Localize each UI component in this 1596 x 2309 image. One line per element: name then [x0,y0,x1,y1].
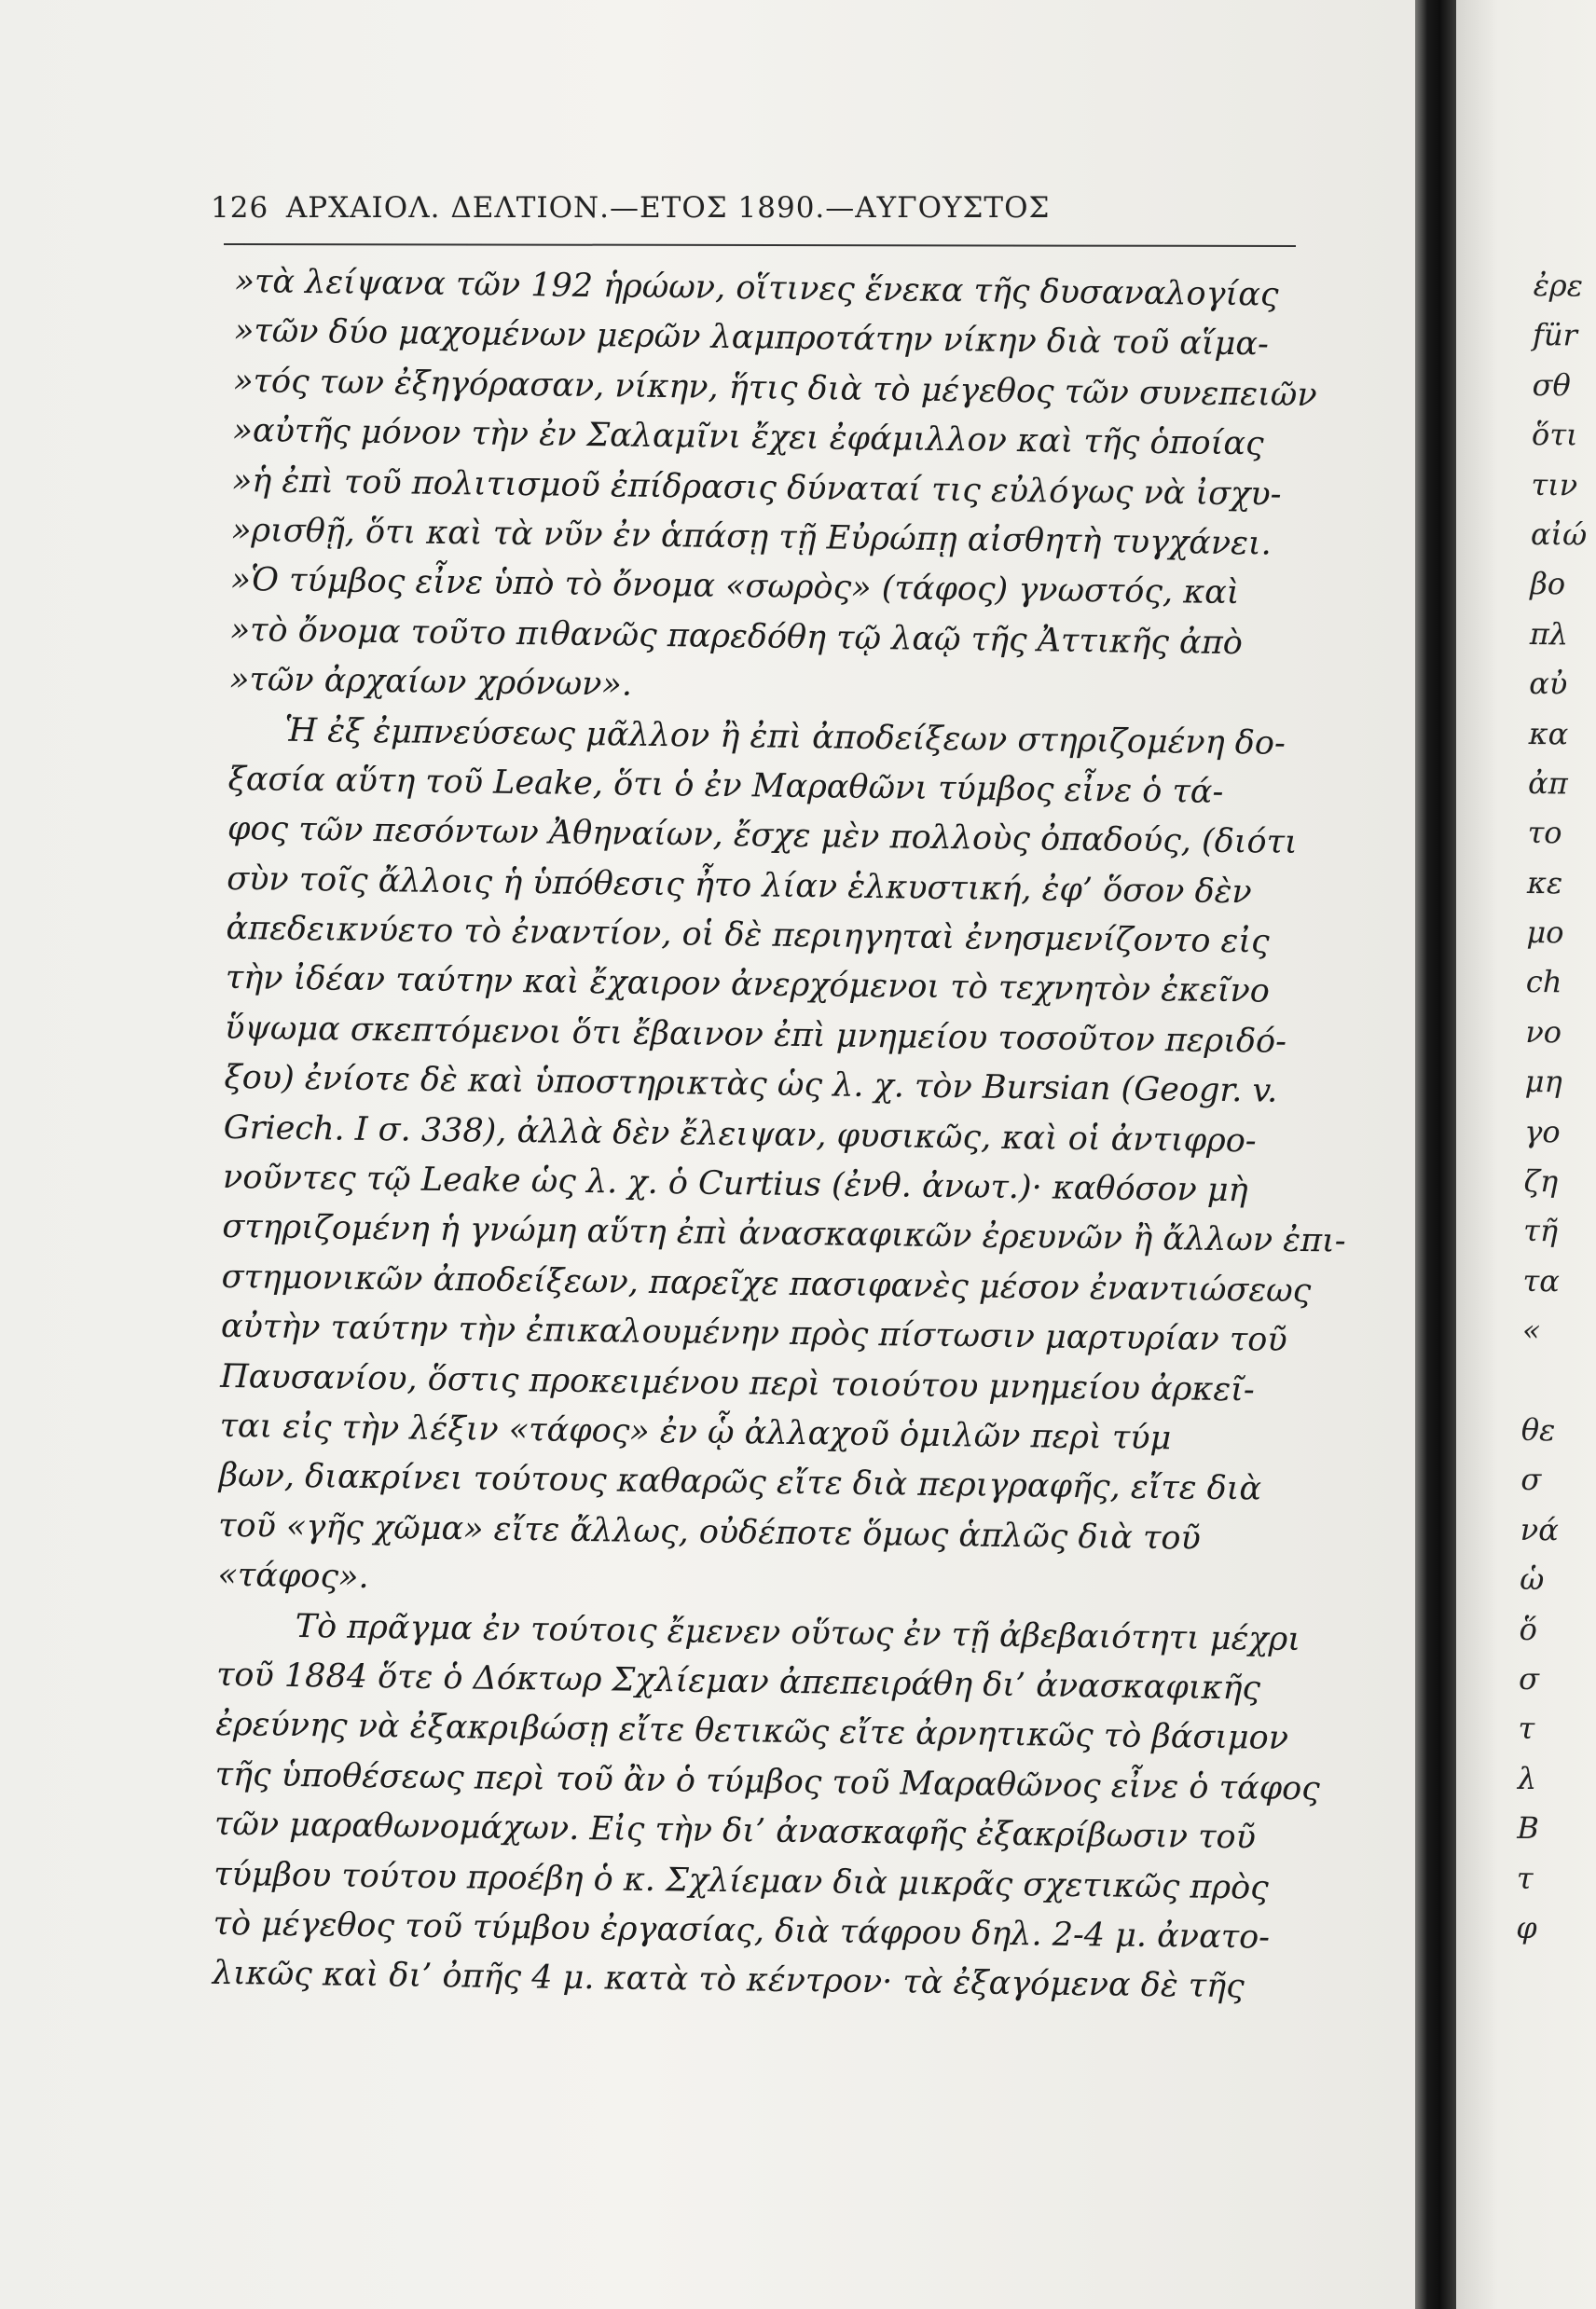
facing-line: λ [1517,1760,1537,1796]
text-line: ται εἰς τὴν λέξιν «τάφος» ἐν ᾧ ἀλλαχοῦ ὁμιλῶν περὶ τύμ [219,1407,1172,1458]
page-number: 126 [211,191,269,225]
text-line: τοῦ 1884 ὅτε ὁ Δόκτωρ Σχλίεμαν ἀπεπειράθη δι’ ἀνασκαφικῆς [215,1656,1261,1708]
text-line: »ρισθῇ, ὅτι καὶ τὰ νῦν ἐν ἁπάσῃ τῇ Εὐρώπῃ αἰσθητὴ τυγχάνει. [230,511,1273,563]
text-line: ἐρεύνης νὰ ἐξακριβώσῃ εἴτε θετικῶς εἴτε ἀρνητικῶς τὸ βάσιμον [215,1706,1289,1758]
facing-line: « [1521,1313,1541,1349]
facing-line: ἀπ [1527,764,1568,802]
facing-line: πλ [1529,615,1569,653]
text-line: «τάφος». [217,1557,369,1597]
facing-line: τ [1518,1711,1535,1747]
text-line: τύμβου τούτου προέβη ὁ κ. Σχλίεμαν διὰ μικρᾶς σχετικῶς πρὸς [213,1855,1270,1907]
text-line: »τὰ λείψανα τῶν 192 ἡρώων, οἵτινες ἕνεκα τῆς δυσαναλογίας [234,262,1279,314]
text-line: τὸ μέγεθος τοῦ τύμβου ἐργασίας, διὰ τάφρου δηλ. 2-4 μ. ἀνατο- [213,1904,1271,1957]
text-line: τῆς ὑποθέσεως περὶ τοῦ ἂν ὁ τύμβος τοῦ Μαραθῶνος εἶνε ὁ τάφος [214,1755,1321,1808]
text-line: τὴν ἰδέαν ταύτην καὶ ἔχαιρον ἀνερχόμενοι τὸ τεχνητὸν ἐκεῖνο [225,959,1271,1011]
text-line: »τῶν ἀρχαίων χρόνων». [228,661,633,704]
text-line: »ἡ ἐπὶ τοῦ πολιτισμοῦ ἐπίδρασις δύναταί τις εὐλόγως νὰ ἰσχυ- [231,461,1282,514]
text-line: τῶν μαραθωνομάχων. Εἰς τὴν δι’ ἀνασκαφῆς ἐξακρίβωσιν τοῦ [213,1805,1257,1857]
text-line: στηριζομένη ἡ γνώμη αὕτη ἐπὶ ἀνασκαφικῶν ἐρευνῶν ἢ ἄλλων ἐπι- [222,1208,1346,1261]
paragraph-start-line: Τὸ πρᾶγμα ἐν τούτοις ἔμενεν οὕτως ἐν τῇ ἀβεβαιότητι μέχρι [295,1607,1301,1658]
text-line: ξου) ἐνίοτε δὲ καὶ ὑποστηρικτὰς ὡς λ. χ. τὸν Bursian (Geogr. v. [224,1059,1278,1110]
facing-line: κε [1526,864,1563,901]
text-line: σὺν τοῖς ἄλλοις ἡ ὑπόθεσις ἦτο λίαν ἑλκυστική, ἐφ’ ὅσον δὲν [227,859,1252,912]
paragraph-start-line: Ἡ ἐξ ἐμπνεύσεως μᾶλλον ἢ ἐπὶ ἀποδείξεων στηριζομένη δο- [284,711,1286,763]
header-rule [224,243,1296,247]
text-line: λικῶς καὶ δι’ ὀπῆς 4 μ. κατὰ τὸ κέντρον· τὰ ἐξαγόμενα δὲ τῆς [212,1955,1245,2006]
facing-line: φ [1516,1909,1537,1946]
facing-line [1521,1356,1588,1407]
facing-line: τα [1522,1262,1561,1299]
facing-line: το [1527,815,1562,851]
book-gutter [1415,0,1456,2309]
facing-line: ὅ [1519,1611,1538,1647]
text-line: νοῦντες τῷ Leake ὡς λ. χ. ὁ Curtius (ἐνθ. ἀνωτ.)· καθόσον μὴ [222,1158,1248,1210]
facing-line: τῆ [1522,1213,1559,1249]
facing-line: τ [1516,1860,1534,1896]
text-line: »αὐτῆς μόνον τὴν ἐν Σαλαμῖνι ἔχει ἐφάμιλλον καὶ τῆς ὁποίας [232,412,1264,463]
text-line: βων, διακρίνει τούτους καθαρῶς εἴτε διὰ περιγραφῆς, εἴτε διὰ [218,1457,1262,1508]
text-line: »τῶν δύο μαχομένων μερῶν λαμπροτάτην νίκην διὰ τοῦ αἵμα- [233,312,1270,364]
text-line: »τὸ ὄνομα τοῦτο πιθανῶς παρεδόθη τῷ λαῷ τῆς Ἀττικῆς ἀπὸ [229,611,1244,662]
text-line: ὕψωμα σκεπτόμενοι ὅτι ἔβαινον ἐπὶ μνημείου τοσοῦτον περιδό- [224,1009,1287,1061]
facing-line: αἰώ [1530,515,1588,553]
facing-line: μη [1524,1064,1562,1100]
facing-line: γο [1524,1113,1561,1149]
facing-line: θε [1520,1411,1556,1449]
text-line: αὐτὴν ταύτην τὴν ἐπικαλουμένην πρὸς πίστωσιν μαρτυρίαν τοῦ [220,1308,1287,1360]
facing-line: ὅτι [1531,417,1578,453]
facing-line: νά [1520,1511,1560,1548]
facing-line: ὡ [1519,1561,1545,1598]
facing-line: κα [1528,715,1569,751]
text-line: ξασία αὕτη τοῦ Leake, ὅτι ὁ ἐν Μαραθῶνι τύμβος εἶνε ὁ τά- [227,760,1224,811]
running-header [211,191,1301,225]
facing-line: σ [1520,1462,1542,1498]
text-line: στημονικῶν ἀποδείξεων, παρεῖχε πασιφανὲς μέσον ἐναντιώσεως [221,1258,1312,1311]
text-line: Griech. I σ. 338), ἀλλὰ δὲν ἔλειψαν, φυσικῶς, καὶ οἱ ἀντιφρο- [223,1108,1257,1161]
running-title: ΑΡΧΑΙΟΛ. ΔΕΛΤΙΟΝ.—ΕΤΟΣ 1890.—ΑΥΓΟΥΣΤΟΣ [285,191,1051,225]
facing-line: τιν [1531,466,1578,503]
text-line: φος τῶν πεσόντων Ἀθηναίων, ἔσχε μὲν πολλοὺς ὀπαδούς, (διότι [227,810,1298,862]
text-line: »τός των ἐξηγόρασαν, νίκην, ἥτις διὰ τὸ μέγεθος τῶν συνεπειῶν [233,362,1317,414]
facing-line: ζη [1523,1162,1559,1200]
facing-line: B [1517,1810,1540,1847]
text-line: »Ὁ τύμβος εἶνε ὑπὸ τὸ ὄνομα «σωρὸς» (τάφος) γνωστός, καὶ [230,561,1240,612]
facing-line: ch [1525,964,1562,1000]
facing-line: νο [1525,1013,1562,1051]
text-line: τοῦ «γῆς χῶμα» εἴτε ἄλλως, οὐδέποτε ὅμως ἁπλῶς διὰ τοῦ [217,1506,1202,1558]
body-text [212,257,1346,2014]
facing-line: μο [1526,914,1564,951]
text-line: ἀπεδεικνύετο τὸ ἐναντίον, οἱ δὲ περιηγηταὶ ἐνησμενίζοντο εἰς [226,910,1270,961]
facing-line: für [1532,317,1578,353]
facing-line: βο [1530,566,1566,602]
facing-line: σ [1518,1660,1540,1697]
facing-line: ἐρε [1533,267,1584,304]
text-line: Παυσανίου, ὅστις προκειμένου περὶ τοιούτου μνημείου ἀρκεῖ- [220,1357,1255,1409]
facing-line: σθ [1532,366,1571,404]
facing-line: αὐ [1529,666,1568,702]
